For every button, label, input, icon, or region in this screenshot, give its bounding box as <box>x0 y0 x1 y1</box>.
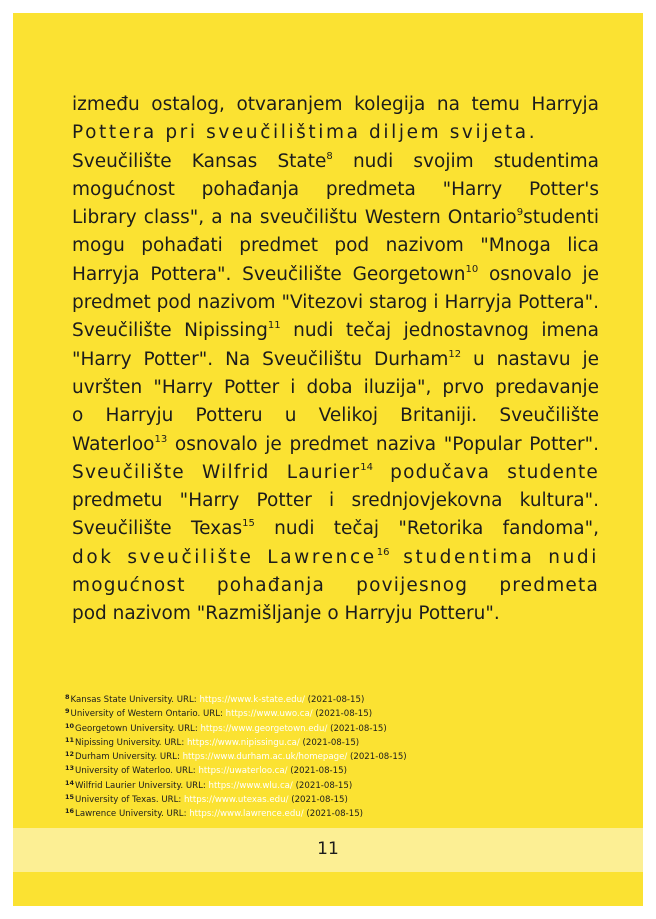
body-line-text: podučava studente <box>373 461 599 483</box>
body-line <box>72 544 599 572</box>
body-line-text: Sveučilište Kansas State <box>72 150 327 172</box>
body-line-text: "Harry Potter". Na Sveučilištu Durham <box>72 348 449 370</box>
body-line <box>72 119 599 147</box>
body-line-text: osnovalo je <box>478 263 599 285</box>
footnote-ref[interactable]: 15 <box>242 518 255 530</box>
footnote-ref[interactable]: 10 <box>465 263 479 275</box>
footnote-label: Georgetown University. URL: <box>75 723 201 734</box>
footnote-link[interactable]: https://www.lawrence.edu/ <box>189 809 304 820</box>
body-line <box>72 232 599 260</box>
body-line-text: predmetu "Harry Potter i srednjovjekovna kultura". <box>72 490 599 512</box>
footnote-date: (2021-08-15) <box>287 766 347 777</box>
body-line <box>72 346 599 374</box>
footnote-item <box>65 735 625 749</box>
footnote-link[interactable]: https://www.durham.ac.uk/homepage/ <box>182 752 348 763</box>
footnote-label: Nipissing University. URL: <box>75 737 187 748</box>
body-line <box>72 374 599 402</box>
body-line-text: Waterloo <box>72 433 155 455</box>
body-line-text: studentima nudi <box>389 546 599 568</box>
body-line-text: nudi svojim studentima <box>332 150 599 172</box>
body-line <box>72 515 599 543</box>
body-paragraph <box>72 91 599 629</box>
footnote-item <box>65 749 625 763</box>
footnote-label: Durham University. URL: <box>75 752 183 763</box>
footnote-label: University of Waterloo. URL: <box>75 766 199 777</box>
footnote-link[interactable]: https://uwaterloo.ca/ <box>198 766 288 777</box>
body-line <box>72 487 599 515</box>
body-line <box>72 289 599 317</box>
footnote-date: (2021-08-15) <box>303 809 364 820</box>
footnote-number: 9 <box>65 707 70 716</box>
footnote-number: 16 <box>65 807 75 816</box>
body-line <box>72 402 599 430</box>
body-line <box>72 176 599 204</box>
footnote-date: (2021-08-15) <box>312 709 373 720</box>
footnote-date: (2021-08-15) <box>288 795 348 806</box>
footnote-number: 13 <box>65 764 75 773</box>
page <box>13 13 643 906</box>
body-line-text: Sveučilište Texas <box>72 518 243 540</box>
body-line <box>72 600 599 628</box>
body-line-text: uvršten "Harry Potter i doba iluzija", prvo predavanje <box>72 376 599 398</box>
body-line-text: studenti <box>523 207 599 229</box>
footnote-link[interactable]: https://www.wlu.ca/ <box>208 780 293 791</box>
footnote-link[interactable]: https://www.georgetown.edu/ <box>200 723 328 734</box>
footnote-link[interactable]: https://www.uwo.ca/ <box>225 709 313 720</box>
footnote-label: University of Texas. URL: <box>75 795 185 806</box>
footnote-ref[interactable]: 12 <box>448 348 462 360</box>
footnotes <box>65 692 625 821</box>
footnote-link[interactable]: https://www.nipissingu.ca/ <box>186 737 300 748</box>
body-line <box>72 91 599 119</box>
footnote-item <box>65 778 625 792</box>
footnote-ref[interactable]: 16 <box>376 546 390 558</box>
footnote-number: 8 <box>65 693 70 701</box>
footnote-ref[interactable]: 11 <box>267 320 281 332</box>
body-line-text: predmet pod nazivom "Vitezovi starog i Harryja Pottera". <box>72 292 599 314</box>
body-line-text: Library class", a na sveučilištu Western Ontario <box>72 207 517 229</box>
footnote-ref[interactable]: 9 <box>516 207 524 219</box>
page-number: 11 <box>317 839 339 859</box>
footnote-number: 10 <box>65 721 75 730</box>
footnote-date: (2021-08-15) <box>347 752 407 763</box>
footnote-number: 14 <box>65 778 75 787</box>
footnote-label: University of Western Ontario. URL: <box>70 709 226 720</box>
footnote-label: Kansas State University. URL: <box>70 695 200 705</box>
body-line <box>72 261 599 289</box>
footnote-label: Lawrence University. URL: <box>75 809 190 820</box>
body-line-text: Sveučilište Nipissing <box>72 320 268 342</box>
body-line-text: mogućnost pohađanja predmeta "Harry Potter's <box>72 178 599 200</box>
body-line-text: mogućnost pohađanja povijesnog predmeta <box>72 575 599 597</box>
footnote-date: (2021-08-15) <box>304 695 365 705</box>
body-line <box>72 572 599 600</box>
footnote-item <box>65 763 625 777</box>
footnote-item <box>65 792 625 806</box>
body-line <box>72 459 599 487</box>
body-line-text: dok sveučilište Lawrence <box>72 546 377 568</box>
body-line-text: osnovalo je predmet naziva "Popular Potter". <box>167 433 599 455</box>
footnote-item <box>65 706 625 720</box>
body-line-text: nudi tečaj "Retorika fandoma", <box>254 518 599 540</box>
footnote-date: (2021-08-15) <box>292 780 353 791</box>
body-line-text: pod nazivom "Razmišljanje o Harryju Potteru". <box>72 603 500 625</box>
footnote-number: 15 <box>65 793 75 802</box>
footnote-ref[interactable]: 8 <box>326 150 333 162</box>
body-line <box>72 204 599 232</box>
footnote-number: 11 <box>65 735 75 744</box>
body-line-text: između ostalog, otvaranjem kolegija na temu Harryja <box>72 94 599 115</box>
footnote-link[interactable]: https://www.utexas.edu/ <box>184 795 289 806</box>
body-line-text: o Harryju Potteru u Velikoj Britaniji. Sveučilište <box>72 405 599 427</box>
body-line-text: mogu pohađati predmet pod nazivom "Mnoga lica <box>72 235 599 257</box>
body-line-text: Harryja Pottera". Sveučilište Georgetown <box>72 263 466 285</box>
footnote-date: (2021-08-15) <box>327 723 387 734</box>
body-line-text: Sveučilište Wilfrid Laurier <box>72 461 361 483</box>
body-line-text: Pottera pri sveučilištima diljem svijeta. <box>72 122 538 144</box>
footnote-number: 12 <box>65 750 75 759</box>
footnote-item <box>65 692 625 706</box>
footnote-link[interactable]: https://www.k-state.edu/ <box>199 695 305 705</box>
footnote-item <box>65 721 625 735</box>
footnote-ref[interactable]: 13 <box>154 433 168 445</box>
footnote-ref[interactable]: 14 <box>360 461 374 473</box>
footnote-date: (2021-08-15) <box>299 737 360 748</box>
footnote-item <box>65 806 625 820</box>
body-line <box>72 317 599 345</box>
body-line-text: u nastavu je <box>461 348 599 370</box>
footnote-label: Wilfrid Laurier University. URL: <box>75 780 209 791</box>
body-line-text: nudi tečaj jednostavnog imena <box>280 320 599 342</box>
body-line <box>72 431 599 459</box>
body-line <box>72 148 599 176</box>
